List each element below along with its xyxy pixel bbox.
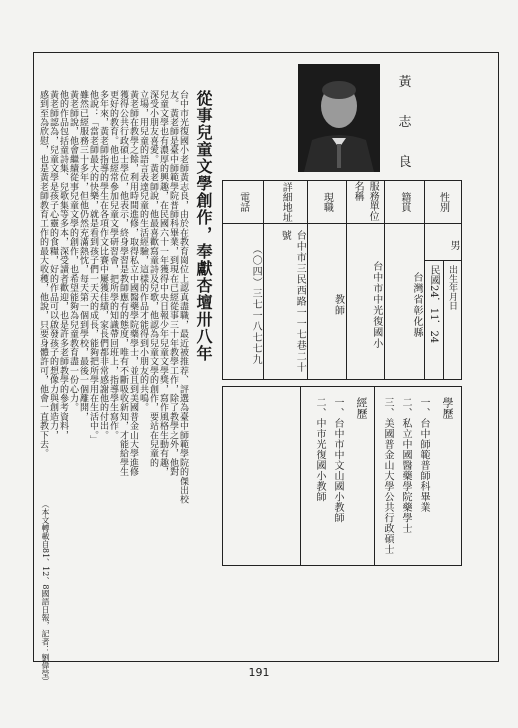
info-value: 教師 (332, 293, 344, 316)
article-column: 他的作品包括童詩集、兒歌集等多本，深受讀者歡迎，也是許多老師教學的參考資料， (58, 90, 68, 440)
info-header: 現職 (308, 181, 345, 224)
education-label: 學歷 (441, 397, 454, 419)
info-header: 電話 (223, 181, 263, 224)
info-col-origin (384, 181, 424, 379)
profile-name (385, 60, 425, 180)
name-char-1: 黃 (398, 74, 412, 90)
birth-label: 出生年月日 (443, 261, 461, 379)
article-column: 他說：「當老師最大的快樂，就是看到孩子們一天天的成長，能夠把所學用在生活中。」 (88, 90, 98, 445)
article-column: 感到至為欣慰，也是黃老師教育工作的最大收穫，他說，只要身體許可，他會一直教下去。 (38, 90, 48, 458)
article-column: 友。黃老師是臺中師範學院普師科畢業，到現在已經從事三十年教學工作，除了教學之外，他對 (168, 90, 178, 477)
article (40, 60, 218, 650)
page-number: 191 (248, 666, 270, 679)
divider (374, 387, 375, 565)
info-col-phone (223, 181, 263, 379)
info-header: 性別 (425, 181, 461, 224)
info-value: 台中市三民西路一一七巷二十號 (279, 230, 306, 373)
article-column: 台中市光復國小老師黃志良，由於在教育崗位上認真盡職，最近被推荐、評選為臺中師範學院的傑出校 (178, 90, 188, 504)
article-title: 從事兒童文學創作，奉獻杏壇卅八年 (194, 90, 213, 362)
education-item: 一、台中師範普師科畢業 (418, 397, 429, 513)
info-value: （〇四）三七一八七七九 (250, 244, 262, 365)
article-column: 黃老師在教學之餘，利用時間進修，取得私立中國醫藥學院藥學士，並且到美國普金山大學進修 (128, 90, 138, 477)
info-header: 詳細地址 (264, 181, 307, 224)
experience-label: 經歷 (355, 397, 368, 419)
name-char-3: 良 (398, 154, 412, 170)
name-char-2: 志 (398, 114, 412, 130)
info-col-workplace (346, 181, 384, 379)
info-col-position (307, 181, 345, 379)
info-header: 籍貫 (385, 181, 424, 224)
education-item: 三、美國普金山大學公共行政碩士 (382, 397, 393, 555)
info-value: 台灣省彰化縣 (411, 271, 422, 338)
article-column: 深受小朋友喜愛。黃老師說，他最喜歡寫童詩及兒歌，他認為兒童文學的創作，要站在兒童的 (148, 90, 158, 468)
article-column: 多年來，黃老師指導的學生在各項作文比賽中屢獲佳績，家長們都非常感謝他的付出。 (98, 90, 108, 440)
info-col-gender (424, 181, 461, 379)
info-table (222, 180, 462, 380)
birth-value: 民國24．11．24 (428, 265, 439, 344)
article-column: 雖然已經服務三十多年，但他仍然充滿熱忱，每天第一個到學校，最後一個離開， (78, 90, 88, 422)
education-table (222, 386, 462, 566)
info-header: 服務單位名稱 (347, 181, 384, 224)
article-column: 立場，用兒童的語言表達兒童的生活經驗，這樣的作品才能得到小朋友的共鳴。 (138, 90, 148, 412)
article-column: 更好的教育。他也經常參加兒童文學研習會，把所學的知識帶回班上，指導學生寫作。 (108, 90, 118, 440)
education-item: 二、私立中國醫藥學院藥學士 (400, 397, 411, 534)
info-value: 台中市中光復國小 (370, 260, 382, 349)
article-column: 黃老師說，他會繼續從事兒童文學的創作，也希望能夠為兒童教育盡一份心力。 (68, 90, 78, 412)
article-column: 獲得公共行政碩士學位，他表示，終身學習是教師應有的態度，唯有不斷吸收新知，才能給學生 (118, 90, 128, 477)
article-column: 黃老師認為，兒童文學是孩子心靈的食糧，好的作品可以啟發孩子的想像力與創造力， (48, 90, 58, 440)
source-note: （本文轉載自81、12、8國語日報，記者：劉偉瑩） (41, 500, 50, 686)
info-col-address (263, 181, 307, 379)
info-value: 男 (448, 239, 459, 251)
article-column: 兒童文學也有濃厚的興趣，在民國六十一年獲得中央日報少年兒童文學獎，寫作風格生動有趣， (158, 90, 168, 477)
experience-item: 二、中市光復國小教師 (314, 397, 325, 502)
experience-item: 一、台中市中文山國小教師 (332, 397, 343, 523)
portrait-photo (298, 64, 380, 172)
divider (300, 387, 301, 565)
